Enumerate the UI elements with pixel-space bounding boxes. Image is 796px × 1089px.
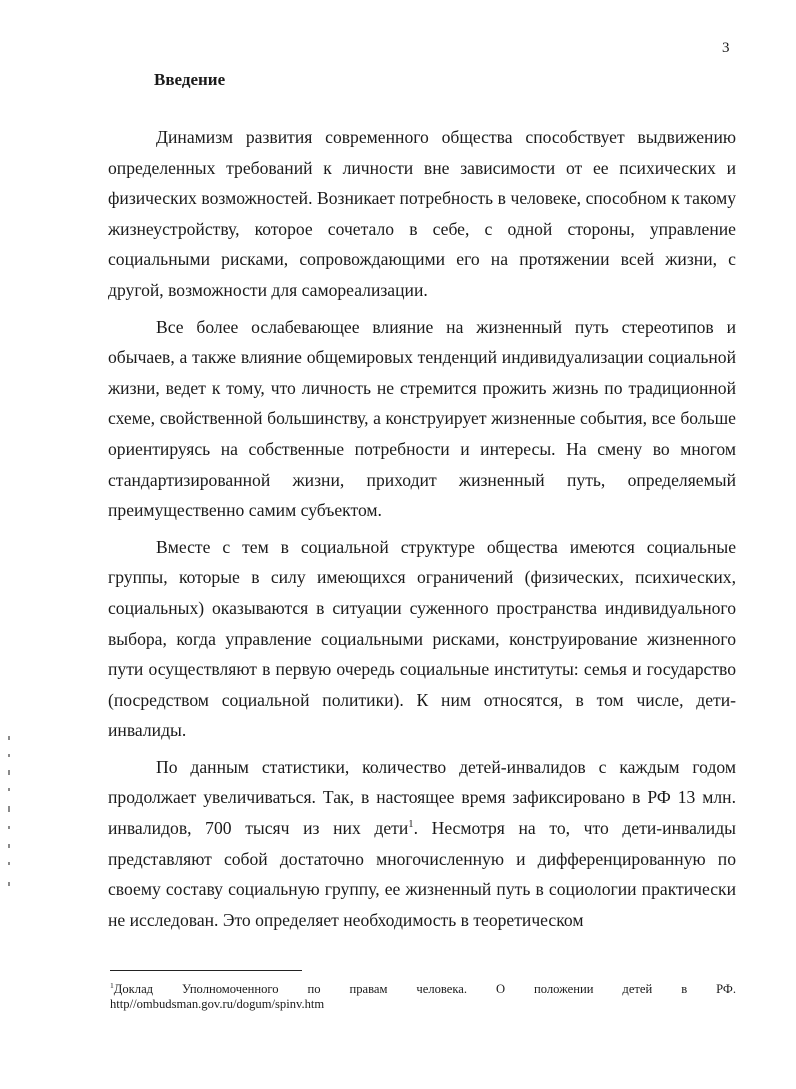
footnote-reference: 1 bbox=[408, 819, 414, 831]
body-text bbox=[108, 122, 736, 941]
footnote-line bbox=[110, 982, 736, 997]
paragraph-3: Вместе с тем в социальной структуре общества имеются социальные группы, которые в силу имеющихся ограничений (физических, психических, социальных) оказываются в ситуации суженного пространства индивидуального выбора, когда управление социальными рисками, конструирование жизненного пути осуществляют в первую очередь социальные институты: семья и государство (посредством социальной политики). К ним относятся, в том числе, дети-инвалиды. bbox=[108, 536, 736, 741]
section-heading: Введение bbox=[154, 70, 226, 89]
paragraph-2: Все более ослабевающее влияние на жизненный путь стереотипов и обычаев, а также влияние общемировых тенденций индивидуализации социальной жизни, ведет к тому, что личность не стремится прожить жизнь по традиционной схеме, свойственной большинству, а конструирует жизненные события, все больше ориентируясь на собственные потребности и интересы. На смену во многом стандартизированной жизни, приходит жизненный путь, определяемый преимущественно самим субъектом. bbox=[108, 316, 736, 521]
paragraph-4-text-before-note: По данным статистики, количество детей-инвалидов с каждым годом продолжает увеличиваться. Так, в настоящее время зафиксировано в РФ 13 млн. инвалидов, 700 тысяч из них дети bbox=[108, 756, 736, 839]
paragraph-4-text-after-note: . Несмотря на то, что дети-инвалиды представляют собой достаточно многочисленную и дифференцированную по своему составу социальную группу, ее жизненный путь в социологии практически не исследован. Это определяет необходимость в теоретическом bbox=[108, 818, 736, 930]
paragraph-1: Динамизм развития современного общества способствует выдвижению определенных требований к личности вне зависимости от ее психических и физических возможностей. Возникает потребность в человеке, способном к такому жизнеустройству, которое сочетало в себе, с одной стороны, управление социальными рисками, сопровождающими его на протяжении всей жизни, с другой, возможности для самореализации. bbox=[108, 127, 736, 300]
footnote-divider bbox=[110, 970, 302, 971]
footnote-url: http//ombudsman.gov.ru/dogum/spinv.htm bbox=[110, 997, 325, 1011]
paragraph-4 bbox=[108, 752, 736, 936]
page-number: 3 bbox=[722, 40, 730, 56]
footnote-marker: 1 bbox=[110, 980, 114, 990]
footnote-text: Доклад Уполномоченного по правам человека. О положении детей в РФ. bbox=[113, 982, 736, 996]
footnote bbox=[110, 982, 736, 1012]
margin-scan-marks bbox=[6, 736, 12, 896]
